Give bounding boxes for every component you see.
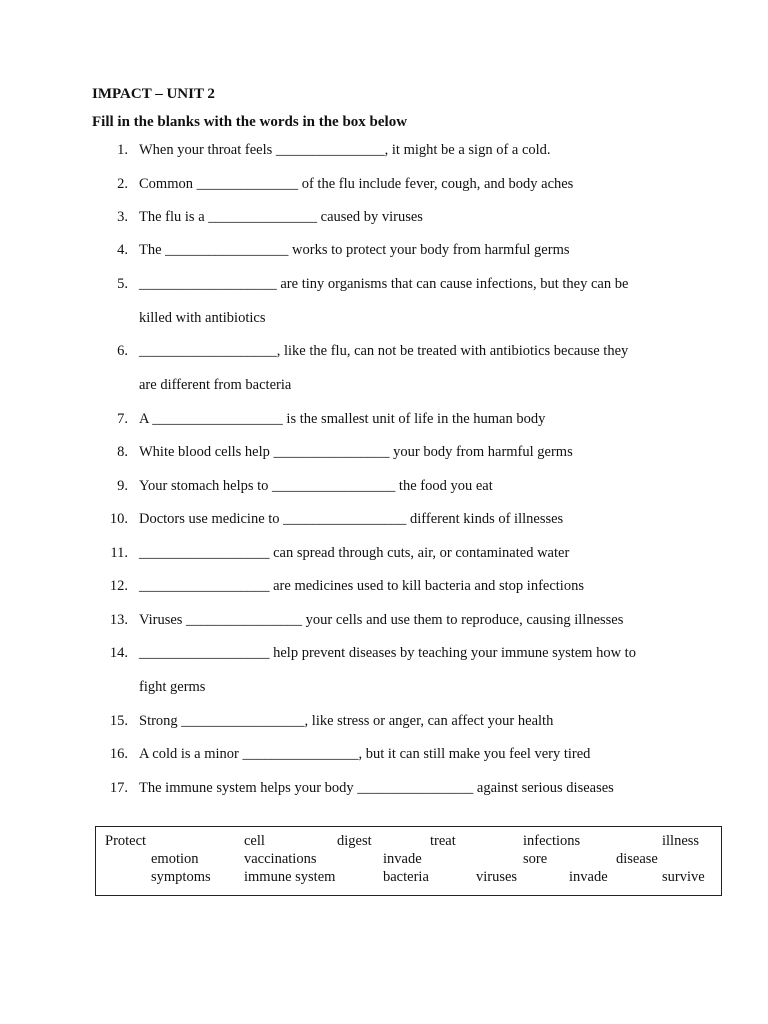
word-bank-item: immune system — [244, 869, 336, 885]
question-number: 17. — [109, 780, 128, 796]
question-text: Viruses ________________ your cells and use them to reproduce, causing illnesses — [139, 612, 624, 628]
question-text: A __________________ is the smallest unit of life in the human body — [139, 411, 546, 427]
word-bank-item: viruses — [476, 869, 518, 885]
word-bank-item: vaccinations — [244, 851, 317, 867]
question-number: 9. — [117, 478, 128, 494]
question-text: ___________________ are tiny organisms that can cause infections, but they can be — [139, 276, 629, 292]
question-text: __________________ are medicines used to kill bacteria and stop infections — [139, 578, 584, 594]
word-bank-item: invade — [383, 851, 422, 867]
word-bank-item: Protect — [105, 833, 147, 849]
question-text: Strong _________________, like stress or anger, can affect your health — [139, 713, 554, 729]
word-bank-item: disease — [616, 851, 658, 867]
question-text: fight germs — [139, 679, 206, 695]
question-number: 10. — [109, 511, 128, 527]
question-text: __________________ help prevent diseases by teaching your immune system how to — [139, 645, 636, 661]
question-number: 7. — [117, 411, 128, 427]
question-number: 2. — [117, 176, 128, 192]
word-bank-item: treat — [430, 833, 456, 849]
question-text: are different from bacteria — [139, 377, 292, 393]
question-text: White blood cells help ________________ your body from harmful germs — [139, 444, 573, 460]
question-number: 4. — [117, 242, 128, 258]
worksheet-instructions: Fill in the blanks with the words in the box below — [92, 114, 408, 130]
word-bank-box — [95, 826, 722, 896]
word-bank-item: survive — [662, 869, 705, 885]
question-text: ___________________, like the flu, can not be treated with antibiotics because they — [139, 343, 629, 359]
question-text: Doctors use medicine to _________________ different kinds of illnesses — [139, 511, 564, 527]
question-number: 1. — [117, 142, 128, 158]
question-text: When your throat feels _______________, it might be a sign of a cold. — [139, 142, 551, 158]
question-number: 5. — [117, 276, 128, 292]
word-bank-item: infections — [523, 833, 581, 849]
question-number: 11. — [110, 545, 128, 561]
word-bank-item: sore — [523, 851, 548, 867]
word-bank-item: digest — [337, 833, 372, 849]
word-bank-item: bacteria — [383, 869, 429, 885]
question-text: Common ______________ of the flu include fever, cough, and body aches — [139, 176, 574, 192]
question-number: 14. — [109, 645, 128, 661]
question-number: 6. — [117, 343, 128, 359]
question-number: 8. — [117, 444, 128, 460]
question-text: killed with antibiotics — [139, 310, 266, 326]
question-text: The _________________ works to protect your body from harmful germs — [139, 242, 570, 258]
question-text: The immune system helps your body ________________ against serious diseases — [139, 780, 614, 796]
question-number: 3. — [117, 209, 128, 225]
worksheet-title: IMPACT – UNIT 2 — [92, 86, 215, 102]
question-number: 13. — [109, 612, 128, 628]
question-number: 16. — [109, 746, 128, 762]
word-bank-item: illness — [662, 833, 700, 849]
question-text: Your stomach helps to _________________ the food you eat — [139, 478, 493, 494]
question-text: __________________ can spread through cuts, air, or contaminated water — [139, 545, 570, 561]
question-number: 15. — [109, 713, 128, 729]
question-text: The flu is a _______________ caused by viruses — [139, 209, 423, 225]
word-bank-item: emotion — [151, 851, 199, 867]
word-bank-item: invade — [569, 869, 608, 885]
question-text: A cold is a minor ________________, but it can still make you feel very tired — [139, 746, 591, 762]
word-bank-item: symptoms — [151, 869, 211, 885]
word-bank-item: cell — [244, 833, 265, 849]
question-number: 12. — [109, 578, 128, 594]
